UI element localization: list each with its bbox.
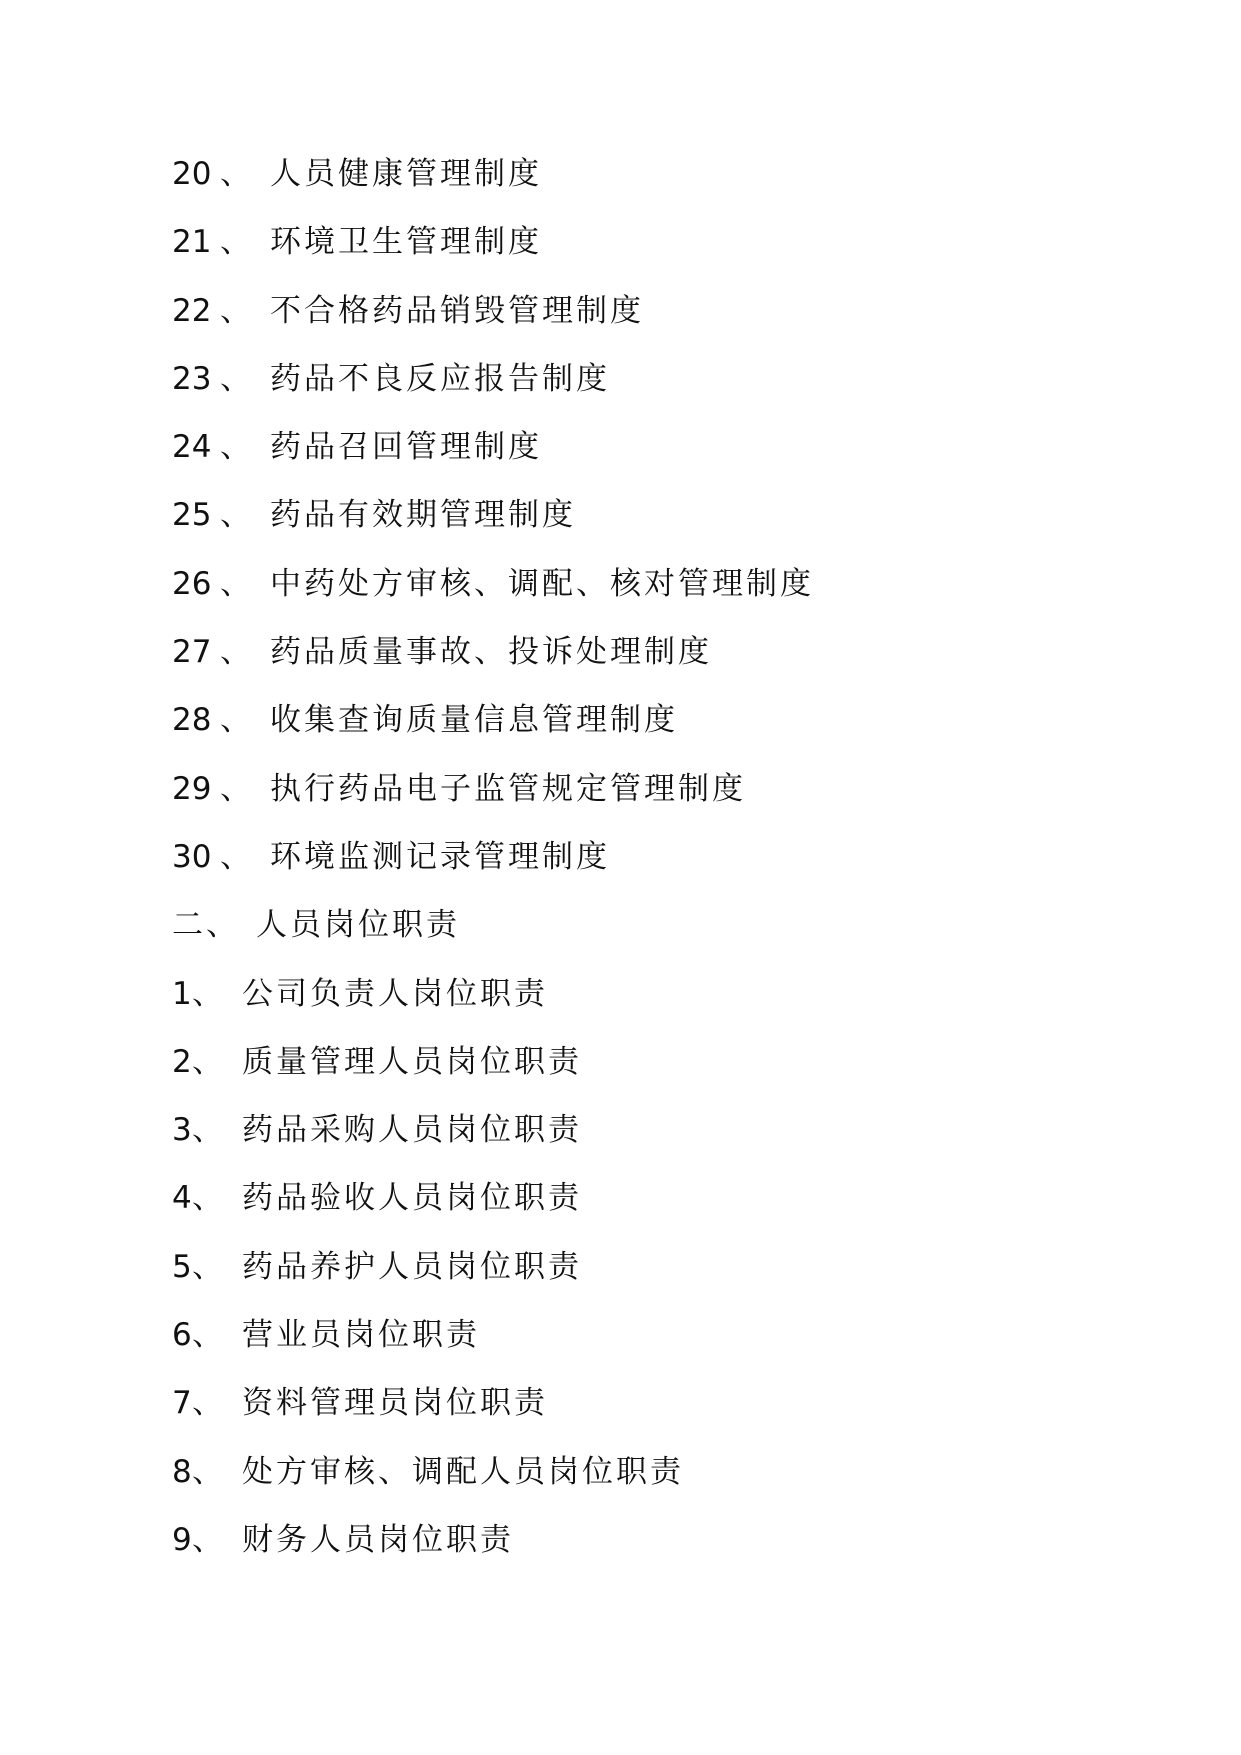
- item-number: 28: [172, 702, 212, 739]
- contents-list: [172, 155, 814, 1589]
- item-title: 资料管理员岗位职责: [242, 1385, 548, 1422]
- item-title: 环境监测记录管理制度: [270, 838, 610, 875]
- list-item: [172, 1384, 814, 1452]
- item-separator: 、: [192, 1317, 223, 1354]
- item-number: 1: [172, 975, 192, 1012]
- item-separator: 、: [206, 907, 237, 944]
- list-item: [172, 360, 814, 428]
- list-item: [172, 975, 814, 1043]
- item-title: 药品质量事故、投诉处理制度: [270, 634, 712, 671]
- item-title: 处方审核、调配人员岗位职责: [242, 1453, 684, 1490]
- item-number: 8: [172, 1453, 192, 1490]
- item-number: 24: [172, 429, 212, 466]
- item-separator: 、: [192, 1043, 223, 1080]
- item-title: 环境卫生管理制度: [270, 224, 542, 261]
- item-title: 公司负责人岗位职责: [242, 975, 548, 1012]
- item-separator: 、: [220, 156, 251, 192]
- item-number: 3: [172, 1112, 192, 1149]
- item-title: 药品召回管理制度: [270, 429, 542, 466]
- list-item: [172, 1248, 814, 1316]
- item-number: 25: [172, 497, 212, 534]
- item-separator: 、: [192, 1180, 223, 1217]
- section-number: 二: [172, 907, 203, 944]
- item-title: 营业员岗位职责: [242, 1317, 480, 1354]
- item-separator: 、: [220, 360, 251, 397]
- item-number: 4: [172, 1180, 192, 1217]
- list-item: [172, 292, 814, 360]
- item-separator: 、: [220, 429, 251, 466]
- item-separator: 、: [192, 1248, 223, 1285]
- item-separator: 、: [220, 224, 251, 261]
- item-number: 20: [172, 156, 212, 192]
- item-title: 药品验收人员岗位职责: [242, 1180, 582, 1217]
- list-item: [172, 633, 814, 701]
- item-number: 21: [172, 224, 212, 261]
- item-number: 22: [172, 292, 212, 329]
- item-number: 23: [172, 360, 212, 397]
- section-heading: [172, 906, 814, 974]
- item-number: 6: [172, 1317, 192, 1354]
- item-title: 质量管理人员岗位职责: [242, 1043, 582, 1080]
- section-title: 人员岗位职责: [256, 907, 460, 944]
- item-number: 5: [172, 1248, 192, 1285]
- list-item: [172, 770, 814, 838]
- item-separator: 、: [220, 634, 251, 671]
- list-item: [172, 223, 814, 291]
- item-number: 7: [172, 1385, 192, 1422]
- list-item: [172, 1316, 814, 1384]
- list-item: [172, 1521, 814, 1589]
- item-title: 药品采购人员岗位职责: [242, 1112, 582, 1149]
- item-number: 9: [172, 1521, 192, 1558]
- item-separator: 、: [192, 1453, 223, 1490]
- list-item: [172, 1111, 814, 1179]
- item-title: 药品不良反应报告制度: [270, 360, 610, 397]
- item-separator: 、: [220, 838, 251, 875]
- item-separator: 、: [192, 1112, 223, 1149]
- item-title: 财务人员岗位职责: [242, 1521, 514, 1558]
- item-separator: 、: [220, 292, 251, 329]
- item-title: 药品养护人员岗位职责: [242, 1248, 582, 1285]
- list-item: [172, 1453, 814, 1521]
- list-item: [172, 155, 814, 223]
- item-number: 2: [172, 1043, 192, 1080]
- item-separator: 、: [192, 1521, 223, 1558]
- item-number: 27: [172, 634, 212, 671]
- item-title: 执行药品电子监管规定管理制度: [270, 770, 746, 807]
- item-number: 26: [172, 565, 212, 602]
- list-item: [172, 428, 814, 496]
- item-number: 30: [172, 838, 212, 875]
- list-item: [172, 496, 814, 564]
- item-separator: 、: [192, 1385, 223, 1422]
- item-separator: 、: [192, 975, 223, 1012]
- item-title: 中药处方审核、调配、核对管理制度: [270, 565, 814, 602]
- list-item: [172, 1179, 814, 1247]
- item-number: 29: [172, 770, 212, 807]
- item-title: 收集查询质量信息管理制度: [270, 702, 678, 739]
- list-item: [172, 1043, 814, 1111]
- list-item: [172, 838, 814, 906]
- list-item: [172, 565, 814, 633]
- item-title: 不合格药品销毁管理制度: [270, 292, 644, 329]
- item-separator: 、: [220, 497, 251, 534]
- item-separator: 、: [220, 770, 251, 807]
- item-title: 人员健康管理制度: [270, 156, 542, 192]
- item-separator: 、: [220, 702, 251, 739]
- item-title: 药品有效期管理制度: [270, 497, 576, 534]
- item-separator: 、: [220, 565, 251, 602]
- list-item: [172, 701, 814, 769]
